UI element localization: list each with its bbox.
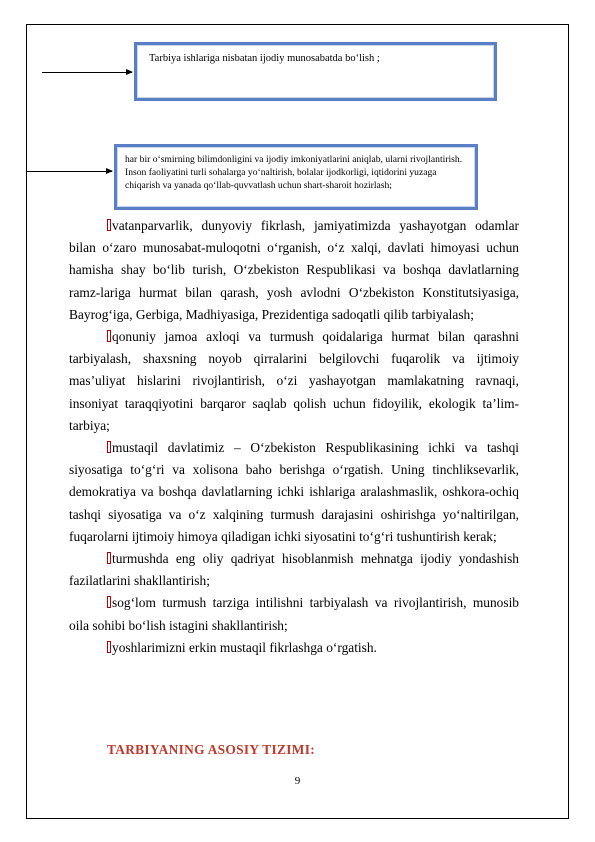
paragraph-text: yoshlarimizni erkin mustaqil fikrlashga o‘rgatish. [112,639,377,655]
body-text [69,215,519,659]
bullet-icon [107,596,111,608]
bullet-paragraph [69,592,519,636]
bullet-paragraph [69,637,519,659]
arrow-right-icon [26,171,112,172]
callout-2-text: har bir o‘smirning bilimdonligini va ijodiy imkoniyatlarini aniqlab, ularni rivojlantirish. Inson faoliyatini turli sohalarga yo‘naltirish, bolalar ijodkorligi, iqtidorini yuzaga chiqarish va yanada qo‘llab-quvvatlash uchun shart-sharoit hozirlash; [125,154,463,191]
bullet-paragraph [69,215,519,326]
callout-box-2 [114,144,478,210]
bullet-icon [107,641,111,653]
bullet-paragraph [69,548,519,592]
section-heading: TARBIYANING ASOSIY TIZIMI: [107,742,315,757]
paragraph-text: turmushda eng oliy qadriyat hisoblanmish mehnatga ijodiy yondashish fazilatlarini shakllantirish; [69,551,519,589]
paragraph-text: qonuniy jamoa axloqi va turmush qoidalariga hurmat bilan qarashni tarbiyalash, shaxsning noyob qirralarini belgilovchi fuqarolik va ijtimoiy mas’uliyat hislarini rivojlantirish, o‘zi yashayotgan mamlakatning ravnaqi, insoniyat taraqqiyotini barqaror saqlab qolish uchun fidoyilik, ekologik ta’lim-tarbiya; [69,329,519,433]
bullet-icon [107,219,111,231]
bullet-icon [107,330,111,342]
bullet-icon [107,441,111,453]
paragraph-text: sog‘lom turmush tarziga intilishni tarbiyalash va rivojlantirish, munosib oila sohibi bo‘lish istagini shakllantirish; [69,595,519,633]
callout-box-1 [134,42,497,101]
bullet-paragraph [69,326,519,437]
callout-1-text: Tarbiya ishlariga nisbatan ijodiy munosabatda bo‘lish ; [149,53,380,64]
paragraph-text: mustaqil davlatimiz – O‘zbekiston Respublikasining ichki va tashqi siyosatiga to‘g‘ri va xolisona baho berishga o‘rgatish. Uning tinchliksevarlik, demokratiya va boshqa davlatlarning ichki ishlariga aralashmaslik, oshkora-ochiq tashqi siyosatiga va o‘z xalqining turmush darajasini oshirishga yo‘naltirilgan, fuqarolarni ijtimoiy himoya qiladigan ichki siyosatini to‘g‘ri tushuntirish kerak; [69,440,519,544]
arrow-right-icon [42,72,132,73]
bullet-paragraph [69,437,519,548]
paragraph-text: vatanparvarlik, dunyoviy fikrlash, jamiyatimizda yashayotgan odamlar bilan o‘zaro munosabat-muloqotni o‘rganish, o‘z xalqi, davlati himoyasi uchun hamisha shay bo‘lib turish, O‘zbekiston Respublikasi va boshqa davlatlarning ramz-lariga hurmat bilan qarash, yosh avlodni O‘zbekiston Konstitutsiyasiga, Bayrog‘iga, Gerbiga, Madhiyasiga, Prezidentiga sadoqatli qilib tarbiyalash; [69,218,519,322]
bullet-icon [107,552,111,564]
page-number: 9 [294,775,301,787]
